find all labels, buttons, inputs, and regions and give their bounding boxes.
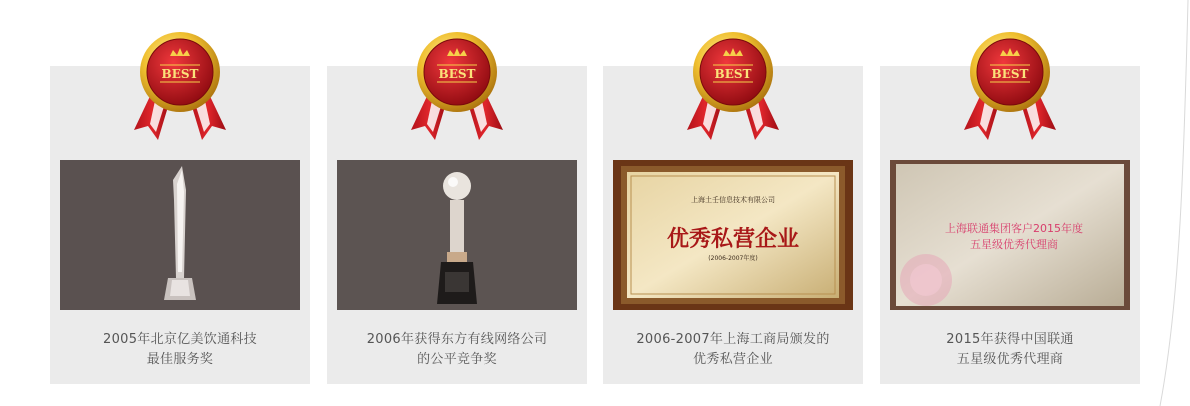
caption-line-1: 2005年北京亿美饮通科技 [103,332,257,347]
award-card-3 [603,66,863,384]
caption-line-2: 五星级优秀代理商 [956,352,1064,367]
caption-line-1: 2015年获得中国联通 [946,332,1074,347]
award-caption [327,330,587,370]
award-caption [50,330,310,370]
medal-text: BEST [438,67,476,81]
best-medal-icon [407,30,507,142]
plaque-line-2: 五星级优秀代理商 [970,238,1058,251]
best-medal-icon [130,30,230,142]
medal-text: BEST [991,67,1029,81]
plaque-header: 上海土壬信息技术有限公司 [691,196,775,204]
award-card-1 [50,66,310,384]
award-photo-silver-plaque [890,160,1130,310]
award-card-2 [327,66,587,384]
plaque-title: 优秀私营企业 [666,226,800,252]
award-photo-crystal-trophy [60,160,300,310]
award-photo-globe-trophy [337,160,577,310]
award-caption [880,330,1140,370]
plaque-years: (2006-2007年度) [708,255,758,262]
plaque-line-1: 上海联通集团客户2015年度 [945,222,1083,235]
medal-text: BEST [714,67,752,81]
caption-line-1: 2006-2007年上海工商局颁发的 [636,332,830,347]
best-medal-icon [960,30,1060,142]
award-card-4 [880,66,1140,384]
caption-line-1: 2006年获得东方有线网络公司 [366,332,548,347]
caption-line-2: 的公平竞争奖 [417,352,497,367]
decorative-curve [1150,0,1190,406]
award-photo-gold-plaque [613,160,853,310]
best-medal-icon [683,30,783,142]
medal-text: BEST [161,67,199,81]
caption-line-2: 优秀私营企业 [693,352,773,367]
award-caption [603,330,863,370]
caption-line-2: 最佳服务奖 [146,352,214,367]
